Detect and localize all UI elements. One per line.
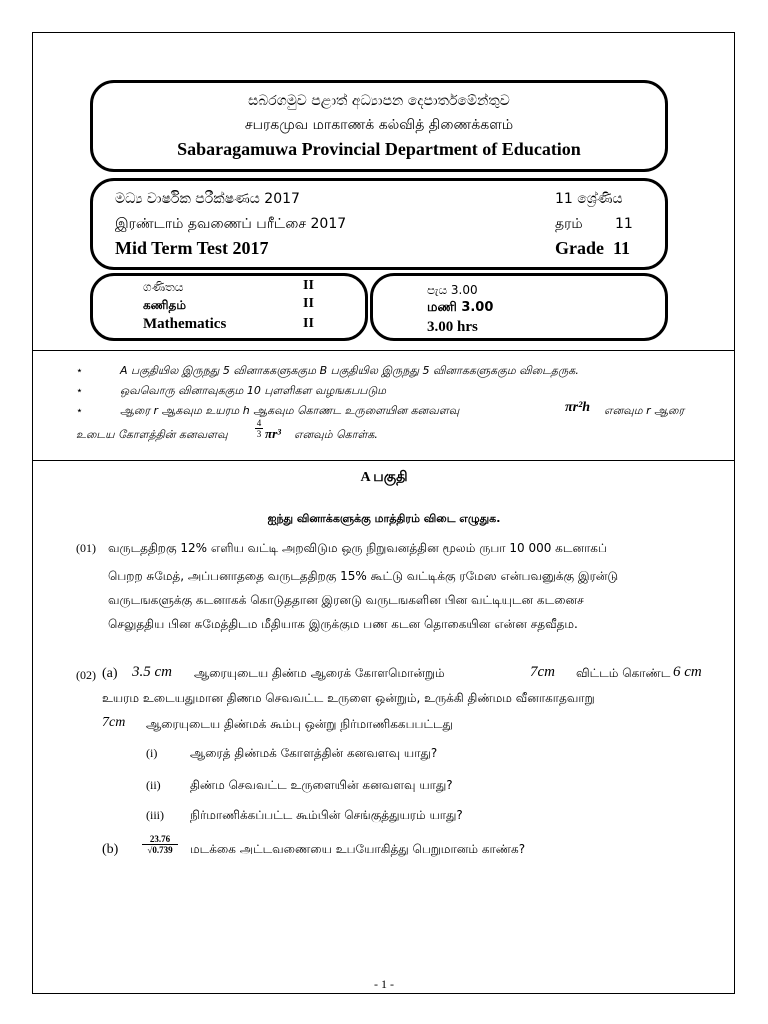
english-department-name: Sabaragamuwa Provincial Department of Education [177,139,581,159]
section-a-subtitle: ஐந்து வினாக்களுக்கு மாத்திரம் விடை எழுதுக. [267,512,501,525]
sub-question-i-label: (i) [146,746,158,760]
paper-number: II [303,278,314,293]
question-2-line-1-text-2: விட்டம் கொண்ட [576,666,671,680]
instruction-3b: எனவும r ஆரை [604,404,685,417]
duration-english: 3.00 hrs [427,319,478,335]
duration-sinhala: පැය 3.00 [427,283,478,297]
fraction-four-thirds [255,418,263,439]
fraction-numerator: 4 [256,418,262,428]
instruction-4b: எனவும் கொள்க. [294,428,378,441]
fraction-denominator: 3 [256,429,262,439]
log-fraction [142,834,178,855]
question-2-part-a-label: (a) [102,666,118,681]
sub-question-ii-label: (ii) [146,778,161,792]
instruction-3a: ஆரை r ஆகவும உயரம h ஆகவும கொணட உருளையின கனவளவு [120,404,460,417]
question-1-number: (01) [76,541,96,555]
grade-sinhala: 11 ශ්‍රේණිය [555,191,623,207]
height-value: 6 cm [673,664,702,680]
subject-sinhala: ගණිතය [143,280,184,294]
log-fraction-denominator: √0.739 [147,845,173,855]
formula-cylinder-volume: πr²h [565,400,591,415]
exam-info-box [90,178,668,270]
page-number: - 1 - [374,977,394,991]
instruction-2: ஒவவொரு வினாவுககும 10 புளளிகள வழஙகபபடும [120,384,387,397]
tamil-department-name: சபரகமுவ மாகாணக் கல்வித் திணைக்களம் [244,117,514,133]
paper-number: II [303,296,314,311]
divider-top [32,350,735,351]
question-2-line-1-text: ஆரையுடைய திண்ம ஆரைக் கோளமொன்றும் [194,666,445,680]
instruction-4a: உடைய கோளத்தின் கனவளவு [76,428,228,441]
question-2-number: (02) [76,668,96,682]
cone-radius-value: 7cm [102,715,126,730]
duration-tamil: மணி 3.00 [427,300,494,315]
department-header-box [90,80,668,172]
question-2-line-2: உயரம உடையதுமான திணம செவவட்ட உருளை ஒன்றும், உருக்கி திண்மம வீனாகாதவாறு [102,691,595,705]
exam-name-sinhala: මධ්‍ය වාර්ෂික පරීක්ෂණය 2017 [115,191,300,207]
divider-bottom [32,460,735,461]
subject-english: Mathematics [143,316,227,332]
bullet-star: ⋆ [76,384,83,397]
subject-box [90,273,368,341]
question-1-line-2: பெறற சுமேத், அப்பனாததை வருடததிறகு 15% கூட்டு வட்டிக்கு ரமேஸ என்பவனுக்கு இரன்டு [108,569,619,583]
grade-label-tamil: தரம் [555,216,583,232]
sub-question-ii: திண்ம செவவட்ட உருளையின் கனவளவு யாது? [190,778,453,792]
duration-box [370,273,668,341]
question-2-line-3: ஆரையுடைய திண்மக் கூம்பு ஒன்று நிர்மாணிககபபட்டது [146,717,453,731]
question-1-line-1: வருடததிறகு 12% எளிய வட்டி அறவிடும ஒரு நிறுவனத்தின மூலம் ருபா 10 000 கடனாகப் [108,541,607,555]
log-fraction-numerator: 23.76 [142,834,178,845]
diameter-value: 7cm [530,664,555,680]
exam-name-english: Mid Term Test 2017 [115,238,269,258]
formula-sphere-volume: πr³ [265,426,282,441]
question-1-line-4: செலுததிய பின சுமேத்திடம மீதியாக இருக்கும பண கடன தொகையின என்ன சதவீதம. [108,617,578,631]
paper-number: II [303,316,314,331]
sub-question-iii-label: (iii) [146,808,164,822]
grade-english: Grade 11 [555,238,630,258]
subject-tamil: கணிதம் [143,298,186,312]
sub-question-iii: நிர்மாணிக்கப்பட்ட கூம்பின் செங்குத்துயரம் யாது? [190,808,463,822]
question-2-part-b-label: (b) [102,842,119,857]
section-a-title: A பகுதி [360,470,408,485]
grade-number-tamil: 11 [615,216,633,232]
exam-name-tamil: இரண்டாம் தவணைப் பரீட்சை 2017 [115,216,347,232]
bullet-star: ⋆ [76,404,83,417]
radius-value: 3.5 cm [132,664,172,680]
question-1-line-3: வருடஙகளுக்கு கடனாகக் கொடுததான இரனடு வருடஙகளின பின வட்டியுடன கடனைச [108,593,584,607]
sinhala-department-name: සබරගමුව පළාත් අධ්‍යාපන දෙපාර්තමේන්තුව [248,93,510,109]
sub-question-i: ஆரைத் திண்மக் கோளத்தின் கனவளவு யாது? [190,746,438,760]
instruction-1: A பகுதியில இருநது 5 வினாககளுககும B பகுதியில இருநது 5 வினாககளுககும விடைதருக. [120,364,579,377]
question-2-part-b-text: மடக்கை அட்டவணையை உபயோகித்து பெறுமானம் காண்க? [190,842,526,856]
bullet-star: ⋆ [76,364,83,377]
